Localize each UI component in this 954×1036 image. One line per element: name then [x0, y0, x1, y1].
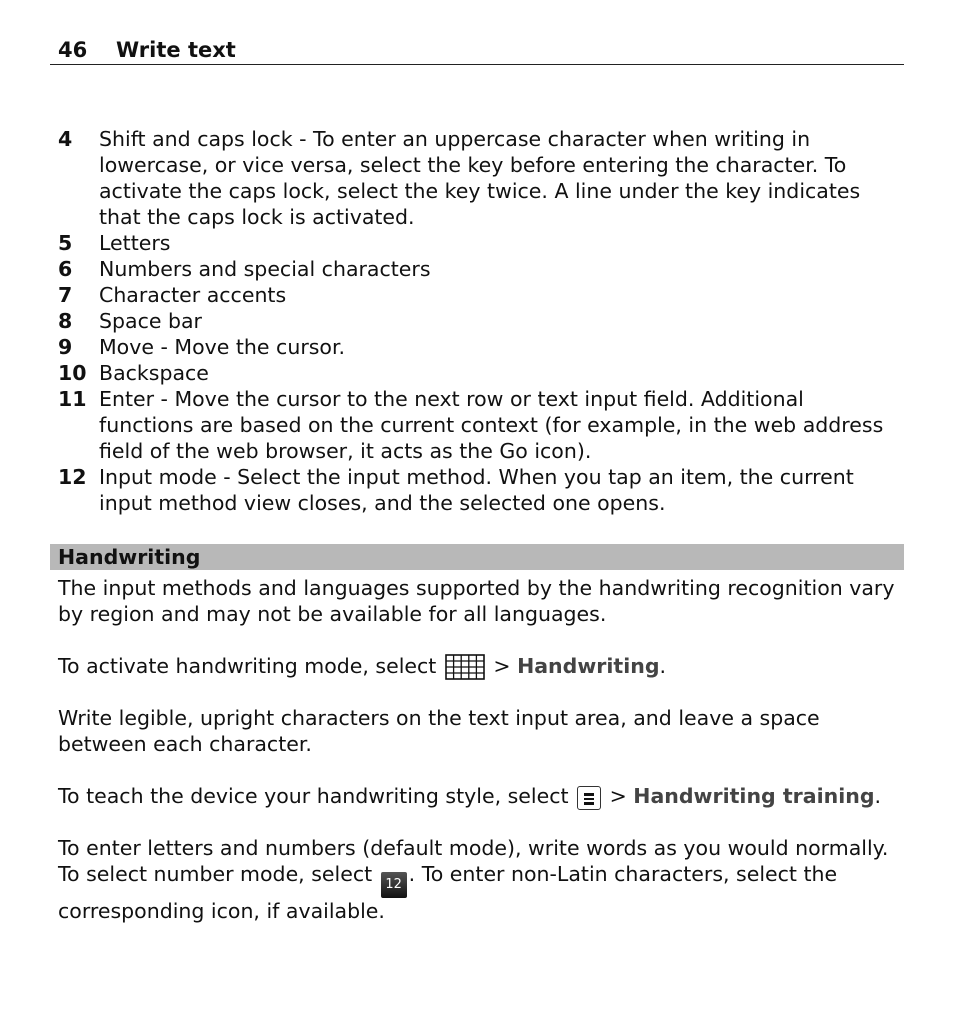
list-item	[58, 386, 904, 464]
menu-path-handwriting-training: Handwriting training	[633, 784, 875, 808]
list-item-number: 12	[58, 465, 87, 489]
list-item-text: Shift and caps lock - To enter an uppercase character when writing in lowercase, or vice versa, select the key before entering the character. To activate the caps lock, select the key twice. A line under the key indicates that the caps lock is activated.	[99, 127, 861, 229]
page-header	[50, 36, 904, 65]
list-item-text: Character accents	[99, 283, 287, 307]
list-item	[58, 464, 904, 516]
paragraph-text: . To enter non-Latin characters, select the corresponding icon, if available.	[58, 862, 838, 923]
keyboard-grid-icon	[445, 654, 485, 680]
list-item	[58, 360, 904, 386]
section-heading-bar	[50, 544, 904, 570]
paragraph-training	[58, 783, 904, 810]
list-item	[58, 230, 904, 256]
list-item	[58, 334, 904, 360]
list-item-number: 11	[58, 387, 87, 411]
list-item	[58, 256, 904, 282]
page-title: Write text	[116, 38, 236, 62]
list-item	[58, 126, 904, 230]
paragraph-text: To enter letters and numbers (default mode), write words as you would normally. To select number mode, select	[58, 836, 889, 886]
paragraph-text: .	[659, 654, 667, 678]
paragraph-text: To activate handwriting mode, select	[58, 654, 437, 678]
list-item	[58, 282, 904, 308]
list-item-number: 5	[58, 231, 73, 255]
list-item-number: 10	[58, 361, 87, 385]
page-number: 46	[58, 38, 88, 62]
list-item-text: Input mode - Select the input method. When you tap an item, the current input method view closes, and the selected one opens.	[99, 465, 854, 515]
list-item-number: 9	[58, 335, 73, 359]
list-item-number: 6	[58, 257, 73, 281]
list-item	[58, 308, 904, 334]
paragraph-write-legible: Write legible, upright characters on the text input area, and leave a space between each character.	[58, 706, 820, 756]
paragraph-text: To teach the device your handwriting style, select	[58, 784, 569, 808]
menu-path-handwriting: Handwriting	[517, 654, 660, 678]
menu-separator: >	[603, 784, 634, 808]
section-title: Handwriting	[58, 545, 201, 569]
options-menu-icon	[577, 786, 601, 810]
paragraph-activate	[58, 653, 904, 680]
paragraph-text: .	[874, 784, 882, 808]
list-item-text: Letters	[99, 231, 171, 255]
list-item-number: 7	[58, 283, 73, 307]
paragraph-languages: The input methods and languages supported by the handwriting recognition vary by region and may not be available for all languages.	[58, 576, 895, 626]
paragraph-number-mode	[58, 835, 904, 924]
list-item-text: Backspace	[99, 361, 209, 385]
menu-separator: >	[486, 654, 518, 678]
number-mode-icon: 12	[381, 872, 407, 898]
list-item-text: Numbers and special characters	[99, 257, 431, 281]
list-item-text: Move - Move the cursor.	[99, 335, 346, 359]
list-item-text: Space bar	[99, 309, 202, 333]
list-item-text: Enter - Move the cursor to the next row or text input field. Additional functions are based on the current context (for example, in the web address field of the web browser, it acts as the Go icon).	[99, 387, 884, 463]
numbered-list	[58, 126, 904, 516]
list-item-number: 8	[58, 309, 73, 333]
list-item-number: 4	[58, 127, 73, 151]
